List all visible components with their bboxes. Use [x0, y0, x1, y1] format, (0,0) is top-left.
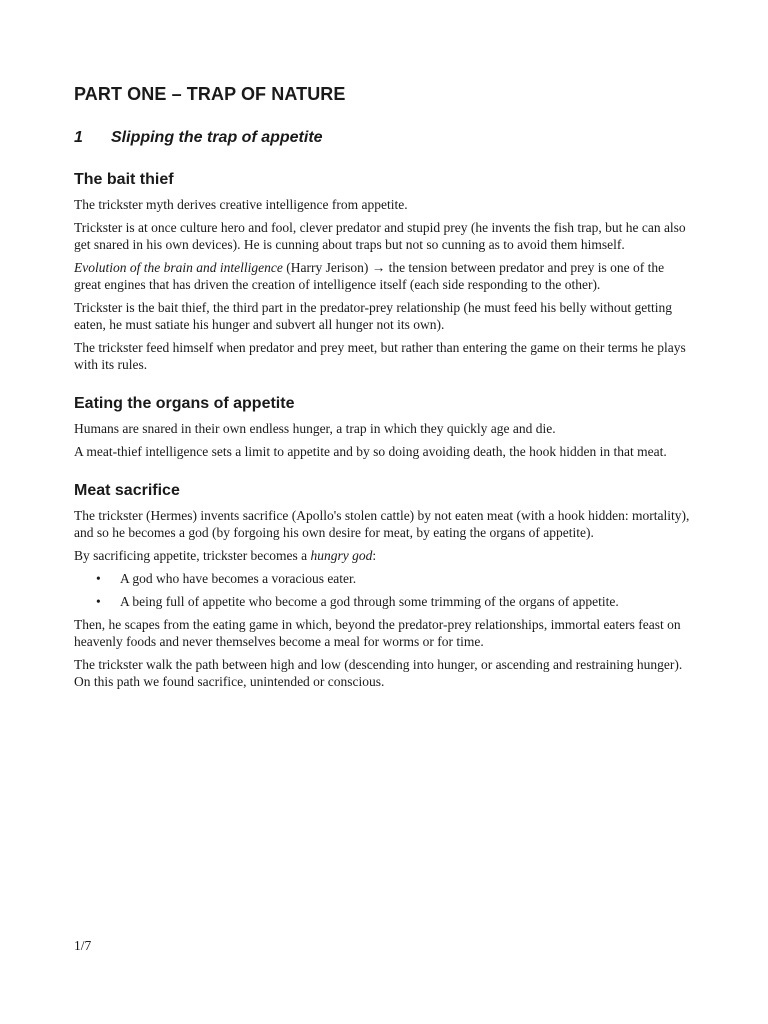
list-item: • A god who have becomes a voracious eater.	[74, 570, 694, 587]
chapter-heading	[74, 129, 694, 147]
chapter-number: 1	[74, 129, 83, 146]
list-item: • A being full of appetite who become a god through some trimming of the organs of appetite.	[74, 593, 694, 610]
section-heading: Meat sacrifice	[74, 482, 180, 499]
bullet-icon: •	[96, 571, 101, 586]
paragraph: By sacrificing appetite, trickster becomes a hungry god:	[74, 548, 377, 563]
paragraph: A meat-thief intelligence sets a limit to appetite and by so doing avoiding death, the hook hidden in that meat.	[74, 444, 667, 459]
paragraph: The trickster walk the path between high and low (descending into hunger, or ascending and restraining hunger). On this path we found sacrifice, unintended or conscious.	[74, 657, 683, 689]
section-eating-organs	[74, 395, 694, 460]
section-heading: The bait thief	[74, 171, 174, 188]
document-page	[74, 84, 694, 696]
paragraph: The trickster feed himself when predator and prey meet, but rather than entering the game on their terms he plays with its rules.	[74, 340, 686, 372]
paragraph: Humans are snared in their own endless hunger, a trap in which they quickly age and die.	[74, 421, 556, 436]
page-number: 1/7	[74, 938, 92, 953]
section-meat-sacrifice	[74, 482, 694, 690]
emphasis: hungry god	[310, 548, 373, 563]
paragraph: The trickster (Hermes) invents sacrifice (Apollo's stolen cattle) by not eaten meat (with a hook hidden: mortality), and so he becomes a god (by forgoing his own desire for meat, by eating the organs of appetite).	[74, 508, 690, 540]
section-heading: Eating the organs of appetite	[74, 395, 295, 412]
chapter-title: Slipping the trap of appetite	[111, 129, 323, 146]
paragraph: The trickster myth derives creative intelligence from appetite.	[74, 197, 408, 212]
paragraph: Evolution of the brain and intelligence (Harry Jerison) → the tension between predator and prey is one of the great engines that has driven the creation of intelligence itself (each side responding to the other).	[74, 260, 665, 292]
paragraph: Then, he scapes from the eating game in which, beyond the predator-prey relationships, immortal eaters feast on heavenly foods and never themselves become a meal for worms or for time.	[74, 617, 681, 649]
book-title: Evolution of the brain and intelligence	[74, 260, 283, 275]
bullet-icon: •	[96, 594, 101, 609]
part-title: PART ONE – TRAP OF NATURE	[74, 84, 346, 104]
section-bait-thief	[74, 171, 694, 373]
paragraph: Trickster is the bait thief, the third part in the predator-prey relationship (he must feed his belly without getting eaten, he must satiate his hunger and subvert all hunger not its own).	[74, 300, 672, 332]
bullet-list	[74, 570, 694, 610]
paragraph: Trickster is at once culture hero and fool, clever predator and stupid prey (he invents the fish trap, but he can also get snared in his own devices). He is cunning about traps but not so cunning as to avoid them himself.	[74, 220, 686, 252]
